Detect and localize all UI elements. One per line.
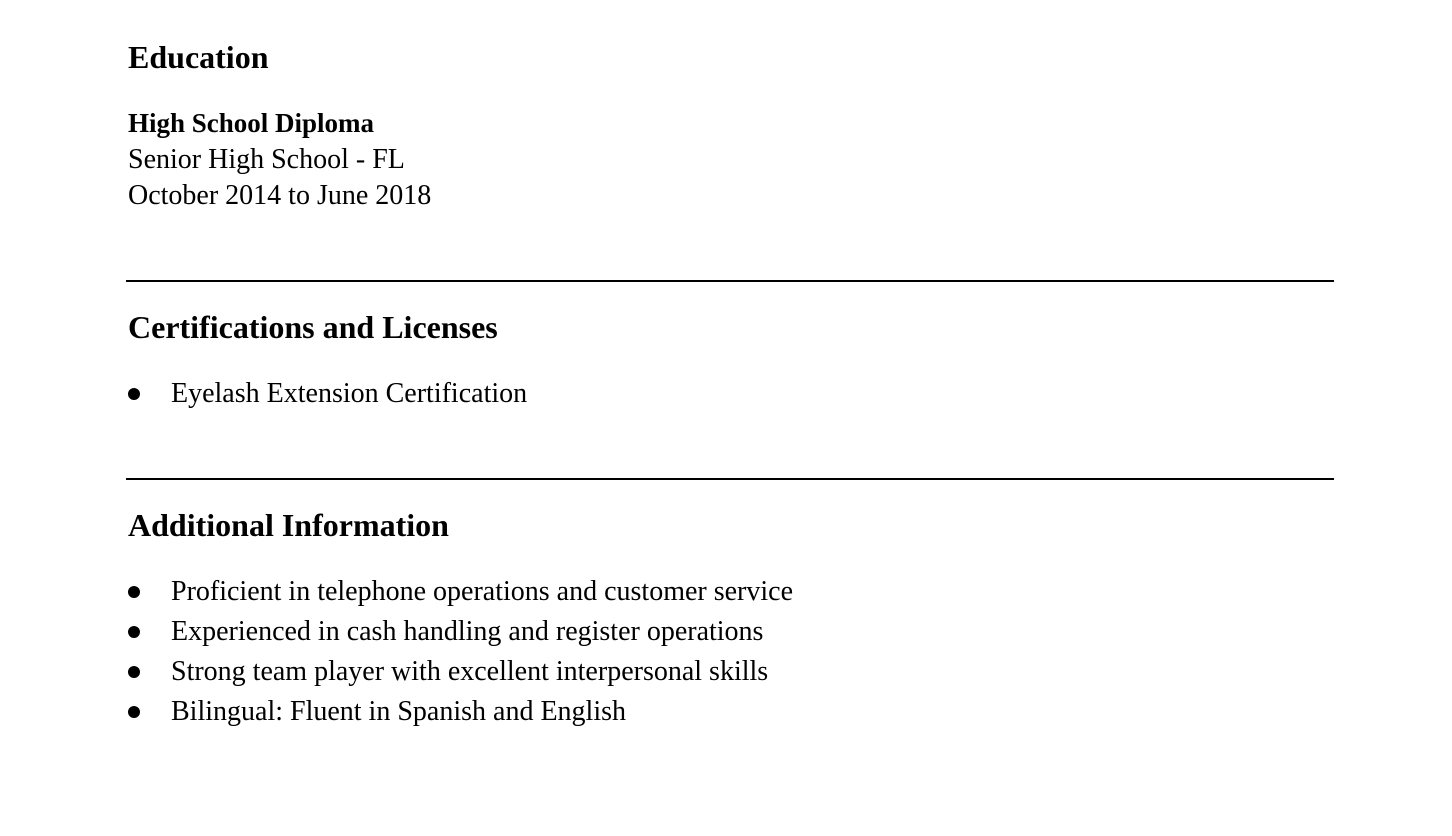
additional-info-text: Bilingual: Fluent in Spanish and English xyxy=(171,696,626,727)
bullet-icon xyxy=(128,626,140,638)
additional-info-text: Proficient in telephone operations and customer service xyxy=(171,576,794,607)
additional-info-heading: Additional Information xyxy=(128,507,449,543)
education-school: Senior High School - FL xyxy=(128,144,405,175)
education-dates: October 2014 to June 2018 xyxy=(128,180,432,211)
additional-info-text: Strong team player with excellent interpersonal skills xyxy=(171,656,769,687)
certifications-heading: Certifications and Licenses xyxy=(128,309,498,345)
bullet-icon xyxy=(128,706,140,718)
education-degree: High School Diploma xyxy=(128,108,375,138)
section-divider xyxy=(126,478,1334,480)
bullet-icon xyxy=(128,666,140,678)
certification-text: Eyelash Extension Certification xyxy=(171,378,528,409)
bullet-icon xyxy=(128,388,140,400)
section-divider xyxy=(126,280,1334,282)
additional-info-text: Experienced in cash handling and register operations xyxy=(171,616,764,647)
education-heading: Education xyxy=(128,39,269,75)
bullet-icon xyxy=(128,586,140,598)
